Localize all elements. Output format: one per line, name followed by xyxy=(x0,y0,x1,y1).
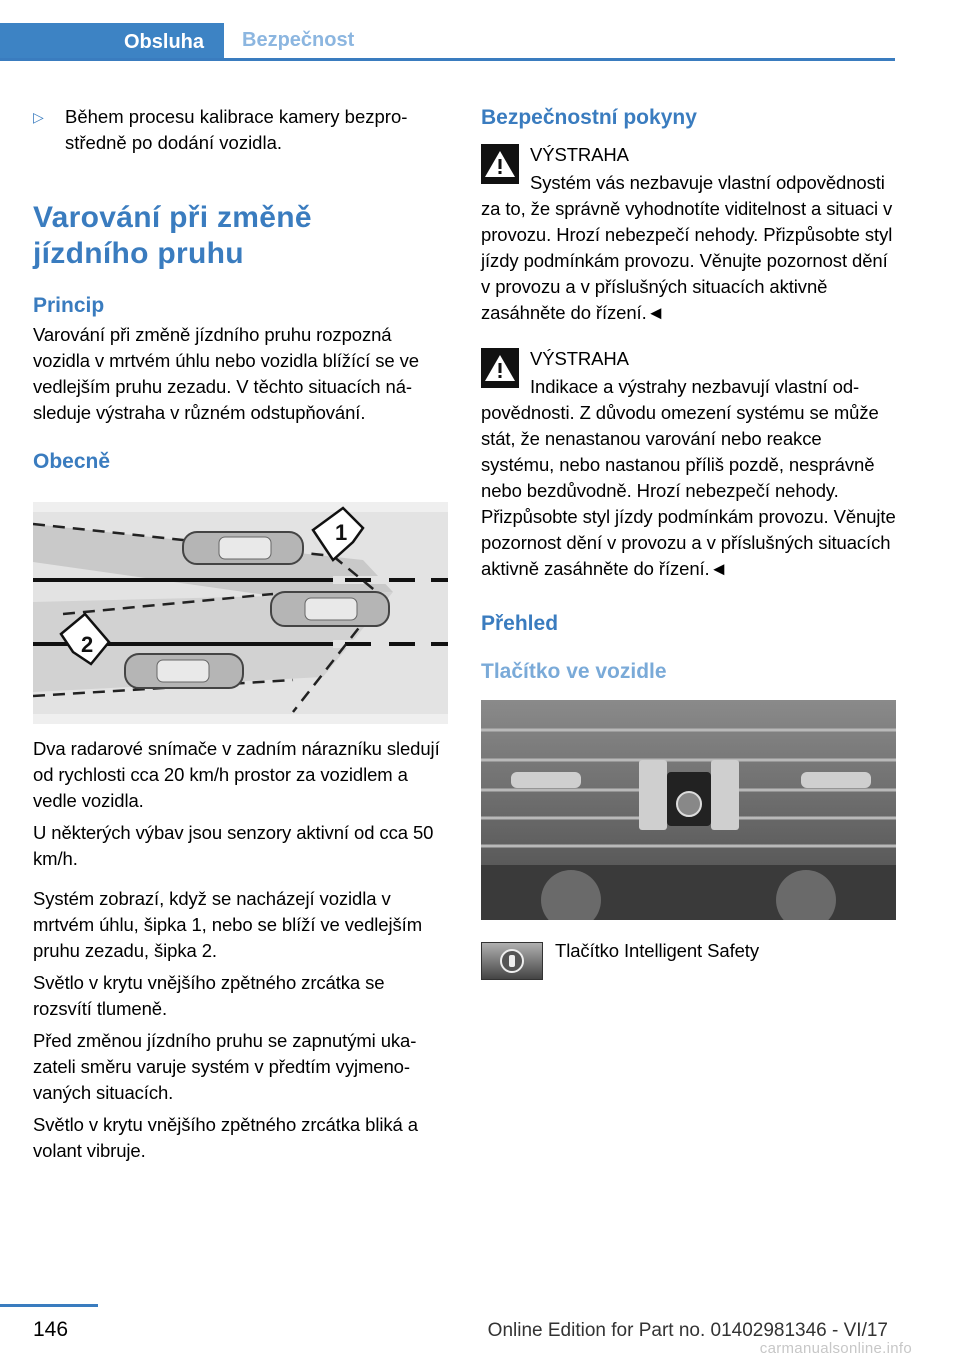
arrow-2-label: 2 xyxy=(81,632,94,657)
warning-text: Systém vás nezbavuje vlastní odpovědnosti za to, že správně vyhodnotíte viditelnost a situaci v provozu. Hrozí nebezpečí nehody. Přizpůsobte styl jízdy podmínkám provozu. Věnujte pozornost dění v provozu a v příslušných situacích aktivně zasáhněte do řízení.◄ xyxy=(481,172,893,323)
princip-heading: Princip xyxy=(33,294,105,317)
vibration-paragraph: Světlo v krytu vnějšího zpětného zrcátka bliká a volant vibruje. xyxy=(33,1114,418,1161)
arrow-1-label: 1 xyxy=(335,520,348,545)
bullet-item xyxy=(33,104,448,156)
button-legend xyxy=(481,938,896,982)
car-lower xyxy=(125,654,243,688)
warning-text: Indikace a výstrahy nezbavují vlastní odpovědnosti. Z důvodu omezení systému se může stát, že nenastanou varování nebo reakce systému, nebo nastanou příliš pozdě, nesprávně nebo bezdůvodně. Hrozí nebezpečí nehody. Přizpůsobte styl jízdy podmínkám provozu. Věnujte pozornost dění v provozu a v příslušných situacích aktivně zasáhněte do řízení.◄ xyxy=(481,376,896,579)
page-number: 146 xyxy=(33,1318,69,1341)
safety-heading: Bezpečnostní pokyny xyxy=(481,106,697,129)
watermark: carmanualsonline.info xyxy=(759,1340,912,1357)
mirror-light-paragraph: Světlo v krytu vnějšího zpětného zrcátka se rozsvítí tlumeně. xyxy=(33,972,385,1019)
vent-tab-left xyxy=(511,772,581,788)
car-middle xyxy=(271,592,389,626)
dashboard-photo-svg xyxy=(481,700,896,920)
tab-obsluha[interactable]: Obsluha xyxy=(0,23,224,61)
indicator-paragraph: Před změnou jízdního pruhu se zapnutými ukazateli směru varuje systém v předtím vyjmenovaných situacích. xyxy=(33,1030,417,1103)
warning-triangle-icon xyxy=(481,348,519,388)
warning-block-2 xyxy=(481,346,896,582)
bullet-text: Během procesu kalibrace kamery bezprostředně po dodání vozidla. xyxy=(65,106,408,153)
sensor-paragraph: U některých výbav jsou senzory aktivní od cca 50 km/h. xyxy=(33,822,434,869)
button-heading: Tlačítko ve vozidle xyxy=(481,660,667,683)
section-tabs xyxy=(0,23,895,61)
princip-text: Varování při změně jízdního pruhu rozpozná vozidla v mrtvém úhlu nebo vozidla blížící se ve vedlejším pruhu zezadu. V těchto situacích následuje výstraha v různém odstupňování. xyxy=(33,324,419,423)
button-caption: Tlačítko Intelligent Safety xyxy=(555,940,759,961)
tab-bezpecnost[interactable]: Bezpečnost xyxy=(242,29,355,51)
warning-label: VÝSTRAHA xyxy=(530,144,629,165)
lane-change-diagram xyxy=(33,502,448,724)
warning-block-1 xyxy=(481,142,896,326)
display-paragraph: Systém zobrazí, když se nacházejí vozidla v mrtvém úhlu, šipka 1, nebo se blíží ve vedlejším pruhu zezadu, šipka 2. xyxy=(33,888,423,961)
warning-label: VÝSTRAHA xyxy=(530,348,629,369)
obecne-heading: Obecně xyxy=(33,450,111,473)
edition-note: Online Edition for Part no. 01402981346 - VI/17 xyxy=(487,1320,888,1341)
lane-diagram-svg xyxy=(33,502,448,724)
left-column xyxy=(33,104,448,1164)
car-upper xyxy=(183,532,303,564)
right-column xyxy=(481,104,896,982)
overview-heading: Přehled xyxy=(481,612,559,635)
vent-tab-right xyxy=(801,772,871,788)
tabbar-underline xyxy=(0,58,895,61)
bullet-triangle-icon: ▷ xyxy=(33,109,44,125)
warning-triangle-icon xyxy=(481,144,519,184)
button-photo xyxy=(481,700,896,920)
section-title: Varování při změně jízdního pruhu xyxy=(33,201,312,270)
footer-rule xyxy=(0,1304,98,1307)
radar-paragraph: Dva radarové snímače v zadním nárazníku sledují od rychlosti cca 20 km/h prostor za vozidlem a vedle vozidla. xyxy=(33,738,440,811)
intelligent-safety-button-icon xyxy=(481,942,543,980)
